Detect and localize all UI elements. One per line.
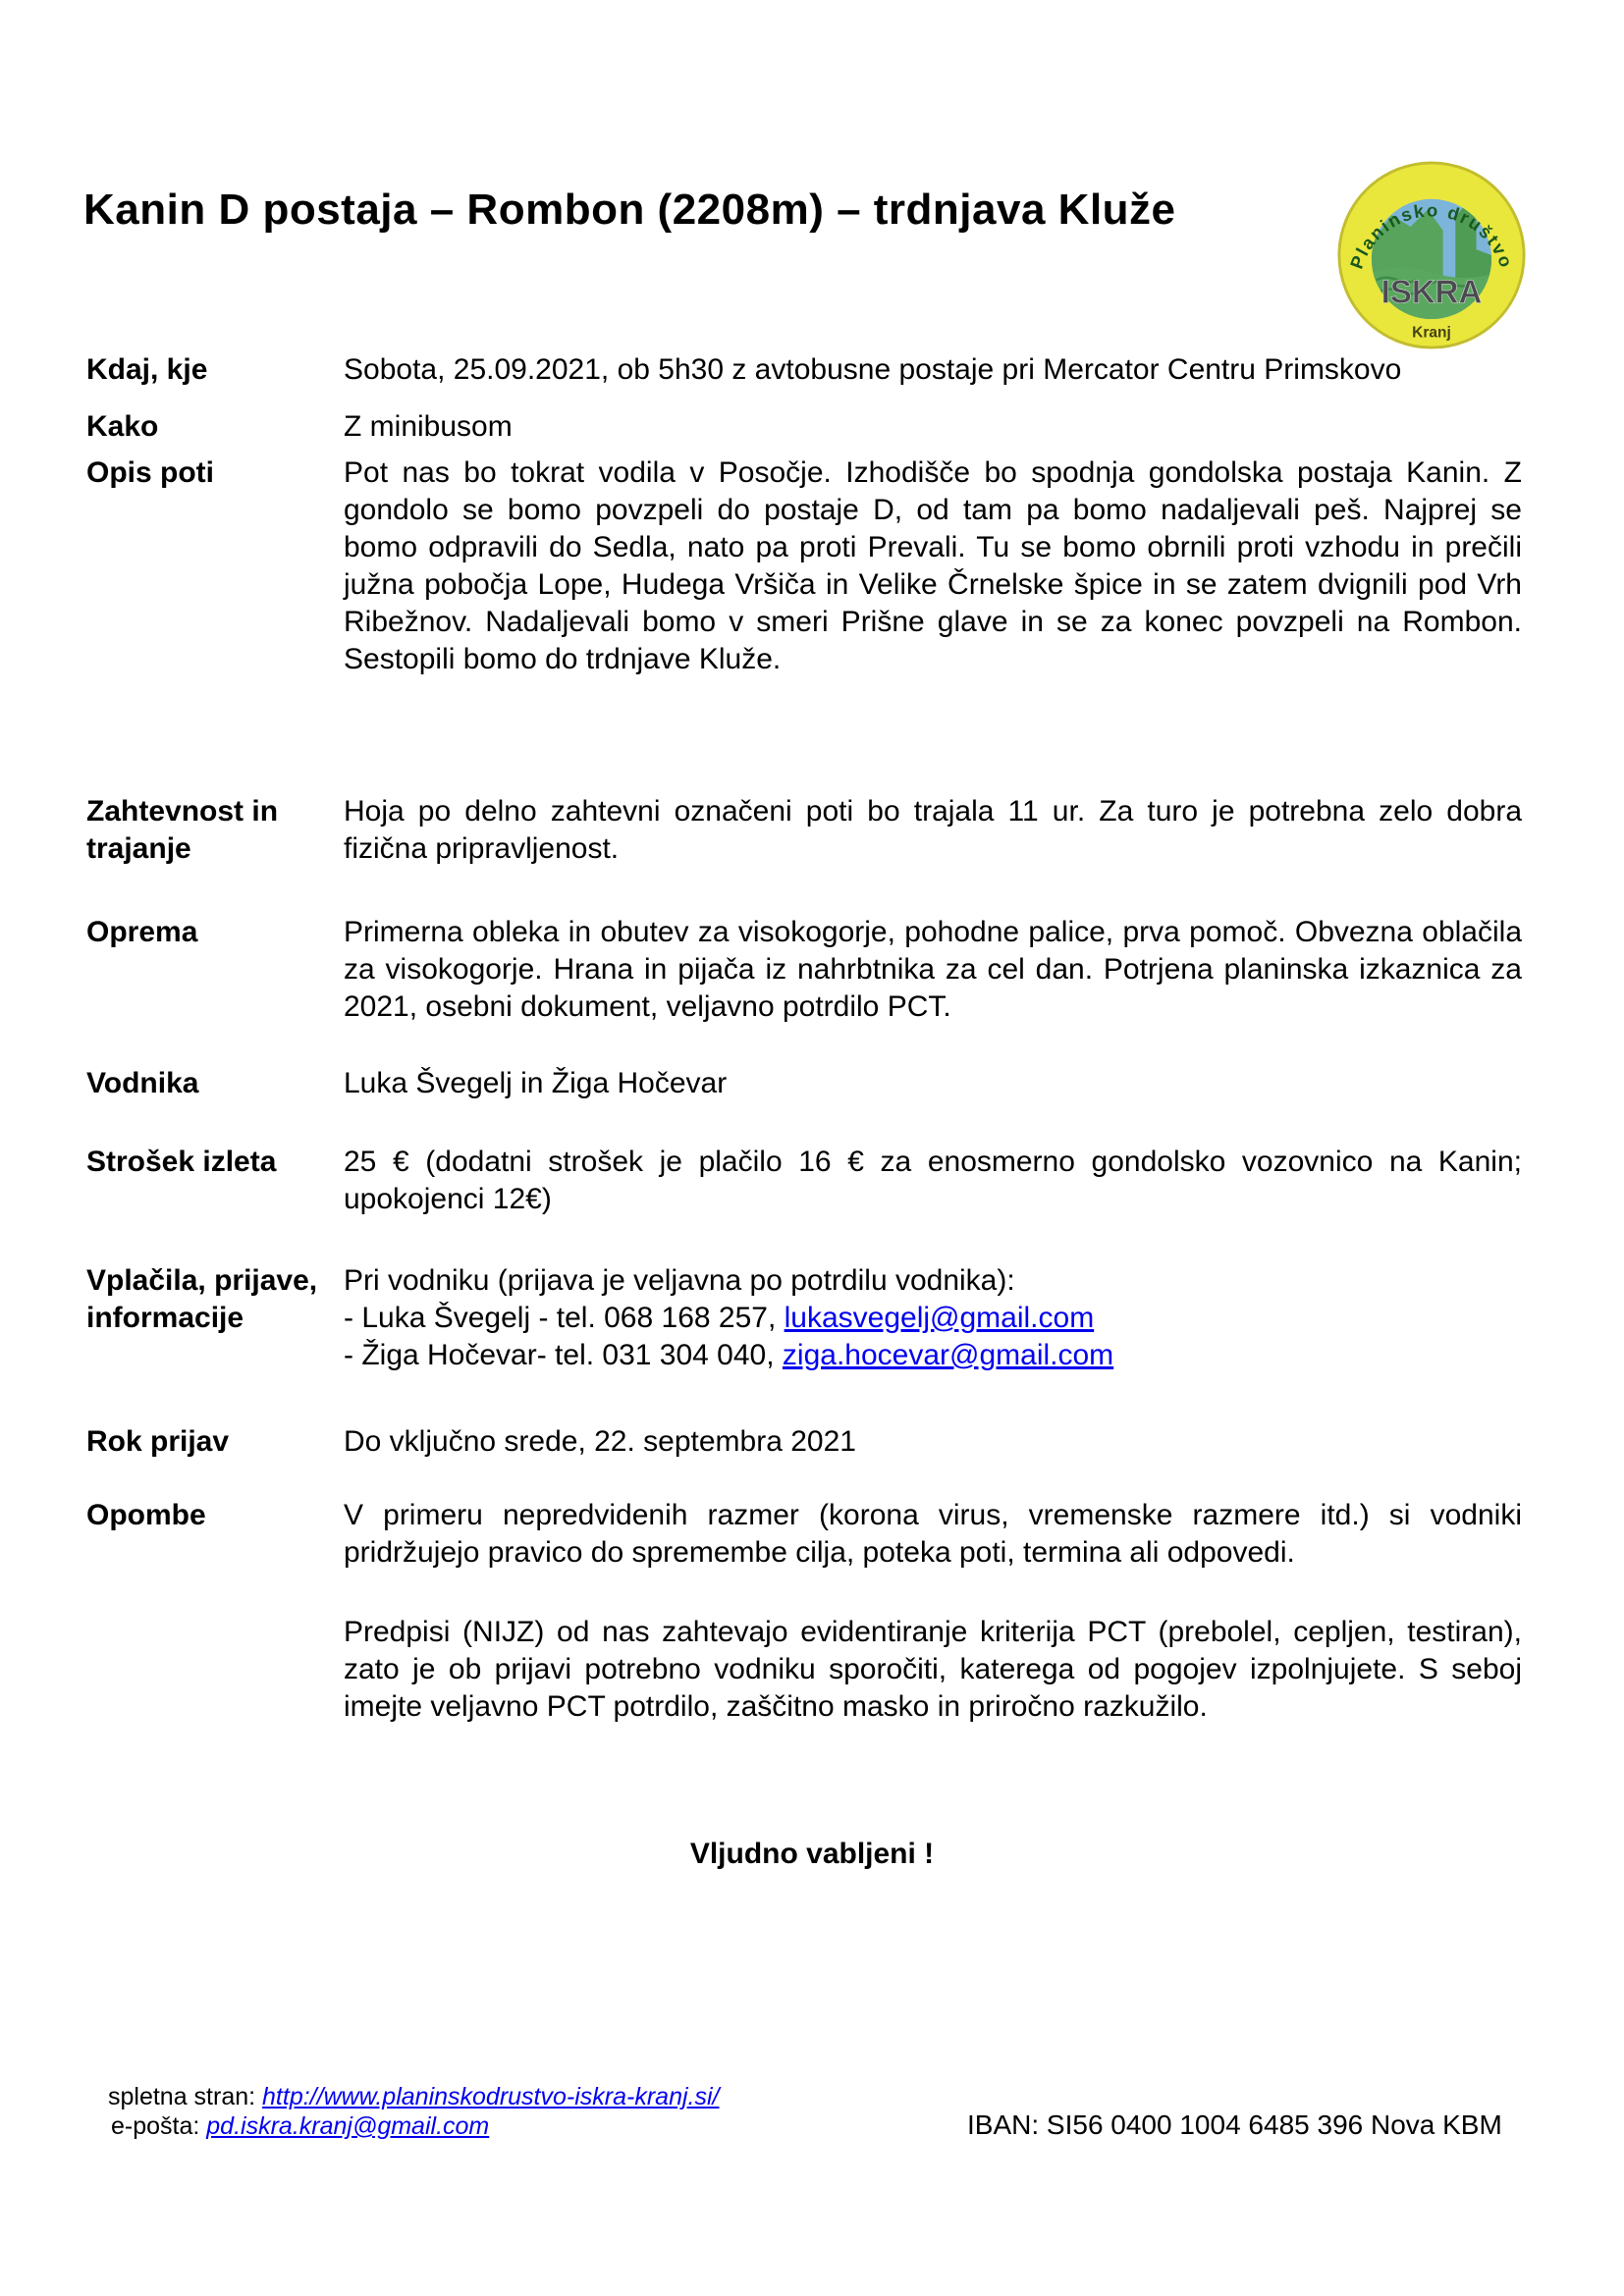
section-label: Opis poti — [86, 456, 214, 489]
logo-arc-text: Planinsko društvo — [1345, 199, 1518, 272]
section-body: 25 € (dodatni strošek je plačilo 16 € za enosmerno gondolsko vozovnico na Kanin; upokojenci 12€) — [344, 1146, 1522, 1215]
iban-info: IBAN: SI56 0400 1004 6485 396 Nova KBM — [967, 2109, 1502, 2140]
closing-invitation: Vljudno vabljeni ! — [689, 1838, 935, 1870]
section-label: Vplačila, prijave, informacije — [86, 1264, 318, 1334]
section-label: Kdaj, kje — [86, 353, 208, 386]
contact-prefix: - Luka Švegelj - tel. 068 168 257, — [344, 1302, 785, 1334]
page-title: Kanin D postaja – Rombon (2208m) – trdnjava Kluže — [83, 186, 1176, 235]
logo-city: Kranj — [1412, 324, 1451, 342]
email-link-ziga[interactable]: ziga.hocevar@gmail.com — [782, 1339, 1114, 1371]
section-body — [344, 1262, 1522, 1374]
footer-email-link[interactable]: pd.iskra.kranj@gmail.com — [206, 2112, 490, 2140]
footer-website-line — [108, 2082, 719, 2111]
footer-email-line — [108, 2111, 719, 2141]
section-body: Primerna obleka in obutev za visokogorje, pohodne palice, prva pomoč. Obvezna oblačila za visokogorje. Hrana in pijača iz nahrbtnika za cel dan. Potrjena planinska izkaznica za 2021, osebni dokument, veljavno potrdilo PCT. — [344, 916, 1522, 1023]
section-body: Luka Švegelj in Žiga Hočevar — [344, 1067, 728, 1099]
section-label: Oprema — [86, 916, 198, 948]
section-body: Hoja po delno zahtevni označeni poti bo trajala 11 ur. Za turo je potrebna zelo dobra fizična pripravljenost. — [344, 795, 1522, 865]
section-body: Do vključno srede, 22. septembra 2021 — [344, 1425, 856, 1458]
section-body: Z minibusom — [344, 410, 513, 443]
section-label: Opombe — [86, 1499, 206, 1531]
section-label: Kako — [86, 410, 159, 443]
website-link[interactable]: http://www.planinskodrustvo-iskra-kranj.si/ — [262, 2083, 720, 2110]
section-body — [344, 1497, 1522, 1726]
section-label: Zahtevnost in trajanje — [86, 795, 279, 865]
footer-website-label: spletna stran: — [108, 2083, 263, 2110]
section-label: Vodnika — [86, 1067, 199, 1099]
section-body: Pot nas bo tokrat vodila v Posočje. Izhodišče bo spodnja gondolska postaja Kanin. Z gondolo se bomo povzpeli do postaje D, od tam pa bomo nadaljevali peš. Najprej se bomo odpravili do Sedla, nato pa proti Prevali. Tu se bomo obrnili proti vzhodu in prečili južna pobočja Lope, Hudega Vršiča in Velike Črnelske špice in se zatem dvignili pod Vrh Ribežnov. Nadaljevali bomo v smeri Prišne glave in se za konec povzpeli na Rombon. Sestopili bomo do trdnjave Kluže. — [344, 456, 1522, 675]
section-label: Strošek izleta — [86, 1146, 277, 1178]
contact-intro: Pri vodniku (prijava je veljavna po potrdilu vodnika): — [344, 1264, 1015, 1297]
contact-prefix: - Žiga Hočevar- tel. 031 304 040, — [344, 1339, 783, 1371]
footer-email-label: e-pošta: — [111, 2112, 207, 2140]
opombe-paragraph-2: Predpisi (NIJZ) od nas zahtevajo evidentiranje kriterija PCT (prebolel, cepljen, testiran), zato je ob prijavi potrebno vodniku sporočiti, katerega od pogojev izpolnjujete. S seboj imejte veljavno PCT potrdilo, zaščitno masko in priročno razkužilo. — [344, 1616, 1522, 1723]
email-link-luka[interactable]: lukasvegelj@gmail.com — [784, 1302, 1095, 1334]
contact-line — [344, 1337, 1522, 1374]
opombe-paragraph-1: V primeru nepredvidenih razmer (korona virus, vremenske razmere itd.) si vodniki pridržujejo pravico do spremembe cilja, poteka poti, termina ali odpovedi. — [344, 1499, 1522, 1569]
club-logo-icon — [1336, 160, 1527, 350]
logo-acronym: ISKRA — [1380, 273, 1483, 310]
page-footer — [108, 2082, 719, 2141]
contact-line — [344, 1300, 1522, 1337]
club-logo — [1336, 160, 1527, 350]
section-body: Sobota, 25.09.2021, ob 5h30 z avtobusne postaje pri Mercator Centru Primskovo — [344, 353, 1402, 386]
section-label: Rok prijav — [86, 1425, 230, 1458]
